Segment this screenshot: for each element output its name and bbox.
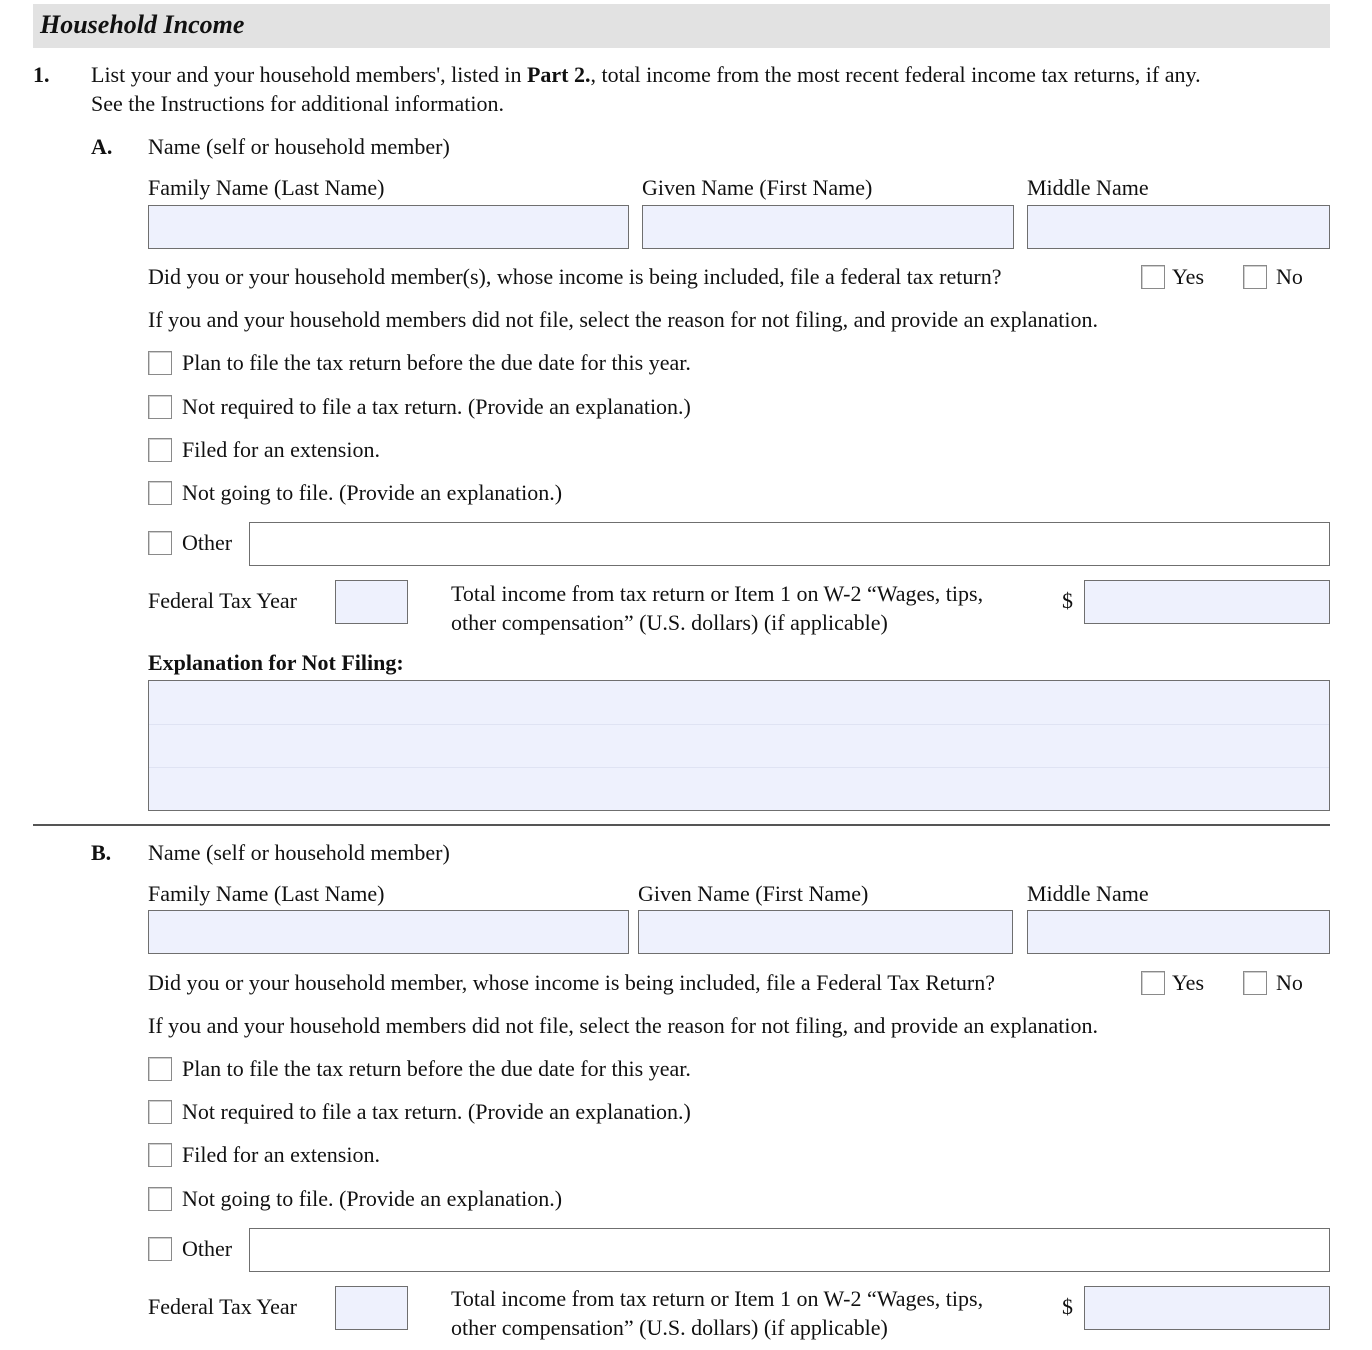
section-a-given-label: Given Name (First Name) — [642, 175, 873, 200]
section-a-given-name-field[interactable] — [642, 205, 1014, 249]
intro-text-bold: Part 2. — [526, 62, 591, 87]
section-a-middle-name-field[interactable] — [1027, 205, 1330, 249]
section-a-letter: A. — [91, 134, 113, 159]
section-b-family-label: Family Name (Last Name) — [148, 881, 385, 906]
section-a-income-label-line2: other compensation” (U.S. dollars) (if applicable) — [451, 610, 888, 635]
section-b-middle-label: Middle Name — [1027, 881, 1149, 906]
section-b-yes-checkbox[interactable] — [1141, 971, 1165, 995]
ruled-line — [149, 724, 1329, 725]
section-a-tax-year-label: Federal Tax Year — [148, 588, 297, 613]
section-b-dollar-sign: $ — [1062, 1294, 1073, 1319]
section-header — [33, 4, 1330, 48]
section-b-other-field[interactable] — [249, 1228, 1330, 1272]
section-a-other-field[interactable] — [249, 522, 1330, 566]
section-a-dollar-sign: $ — [1062, 588, 1073, 613]
item-intro-line1 — [91, 62, 1201, 88]
section-a-other-label: Other — [182, 530, 233, 555]
section-b-given-name-field[interactable] — [638, 910, 1013, 954]
section-divider — [33, 824, 1330, 826]
section-b-family-name-field[interactable] — [148, 910, 629, 954]
section-b-income-field[interactable] — [1084, 1286, 1330, 1330]
section-a-reason-label-not-required: Not required to file a tax return. (Provide an explanation.) — [182, 394, 691, 419]
section-a-yes-checkbox[interactable] — [1141, 265, 1165, 289]
section-a-explanation-field[interactable] — [148, 680, 1330, 811]
section-a-family-name-field[interactable] — [148, 205, 629, 249]
section-b-filed-question: Did you or your household member, whose income is being included, file a Federal Tax Return? — [148, 970, 996, 995]
section-a-filed-question: Did you or your household member(s), whose income is being included, file a federal tax return? — [148, 264, 1002, 289]
section-a-reason-checkbox-not-going[interactable] — [148, 481, 172, 505]
section-a-reason-instruction: If you and your household members did not file, select the reason for not filing, and provide an explanation. — [148, 307, 1099, 332]
section-b-tax-year-field[interactable] — [335, 1286, 408, 1330]
section-title: Household Income — [40, 10, 245, 39]
section-b-middle-name-field[interactable] — [1027, 910, 1330, 954]
section-a-reason-label-not-going: Not going to file. (Provide an explanation.) — [182, 480, 563, 505]
ruled-line — [149, 767, 1329, 768]
section-b-no-label: No — [1276, 970, 1303, 995]
section-b-no-checkbox[interactable] — [1243, 971, 1267, 995]
section-b-reason-label-plan: Plan to file the tax return before the due date for this year. — [182, 1056, 691, 1081]
section-b-other-label: Other — [182, 1236, 233, 1261]
section-b-tax-year-label: Federal Tax Year — [148, 1294, 297, 1319]
section-a-income-field[interactable] — [1084, 580, 1330, 624]
section-a-reason-checkbox-extension[interactable] — [148, 438, 172, 462]
section-a-reason-checkbox-plan[interactable] — [148, 351, 172, 375]
section-b-reason-checkbox-not-required[interactable] — [148, 1100, 172, 1124]
section-b-income-label-line1: Total income from tax return or Item 1 on W-2 “Wages, tips, — [451, 1286, 984, 1311]
section-a-explanation-label: Explanation for Not Filing: — [148, 650, 404, 675]
section-b-reason-instruction: If you and your household members did not file, select the reason for not filing, and provide an explanation. — [148, 1013, 1099, 1038]
section-b-reason-checkbox-plan[interactable] — [148, 1057, 172, 1081]
section-a-yes-label: Yes — [1172, 264, 1205, 289]
section-b-letter: B. — [91, 840, 112, 865]
section-b-reason-label-extension: Filed for an extension. — [182, 1142, 380, 1167]
item-intro-line2: See the Instructions for additional information. — [91, 91, 505, 116]
intro-text-post: , total income from the most recent federal income tax returns, if any. — [590, 62, 1201, 87]
section-b-income-label-line2: other compensation” (U.S. dollars) (if applicable) — [451, 1315, 888, 1340]
section-a-reason-checkbox-other[interactable] — [148, 531, 172, 555]
section-a-name-label: Name (self or household member) — [148, 134, 450, 159]
section-a-reason-checkbox-not-required[interactable] — [148, 395, 172, 419]
section-b-yes-label: Yes — [1172, 970, 1205, 995]
section-a-no-label: No — [1276, 264, 1303, 289]
section-b-reason-label-not-required: Not required to file a tax return. (Provide an explanation.) — [182, 1099, 691, 1124]
section-b-name-label: Name (self or household member) — [148, 840, 450, 865]
section-a-reason-label-plan: Plan to file the tax return before the due date for this year. — [182, 350, 691, 375]
section-b-reason-label-not-going: Not going to file. (Provide an explanation.) — [182, 1186, 563, 1211]
section-a-income-label-line1: Total income from tax return or Item 1 on W-2 “Wages, tips, — [451, 581, 984, 606]
section-a-family-label: Family Name (Last Name) — [148, 175, 385, 200]
section-b-given-label: Given Name (First Name) — [638, 881, 869, 906]
section-b-reason-checkbox-not-going[interactable] — [148, 1187, 172, 1211]
section-b-reason-checkbox-other[interactable] — [148, 1237, 172, 1261]
section-a-no-checkbox[interactable] — [1243, 265, 1267, 289]
section-b-reason-checkbox-extension[interactable] — [148, 1143, 172, 1167]
section-a-tax-year-field[interactable] — [335, 580, 408, 624]
section-a-reason-label-extension: Filed for an extension. — [182, 437, 380, 462]
intro-text-pre: List your and your household members', listed in — [91, 62, 527, 87]
item-number: 1. — [33, 62, 50, 87]
section-a-middle-label: Middle Name — [1027, 175, 1149, 200]
